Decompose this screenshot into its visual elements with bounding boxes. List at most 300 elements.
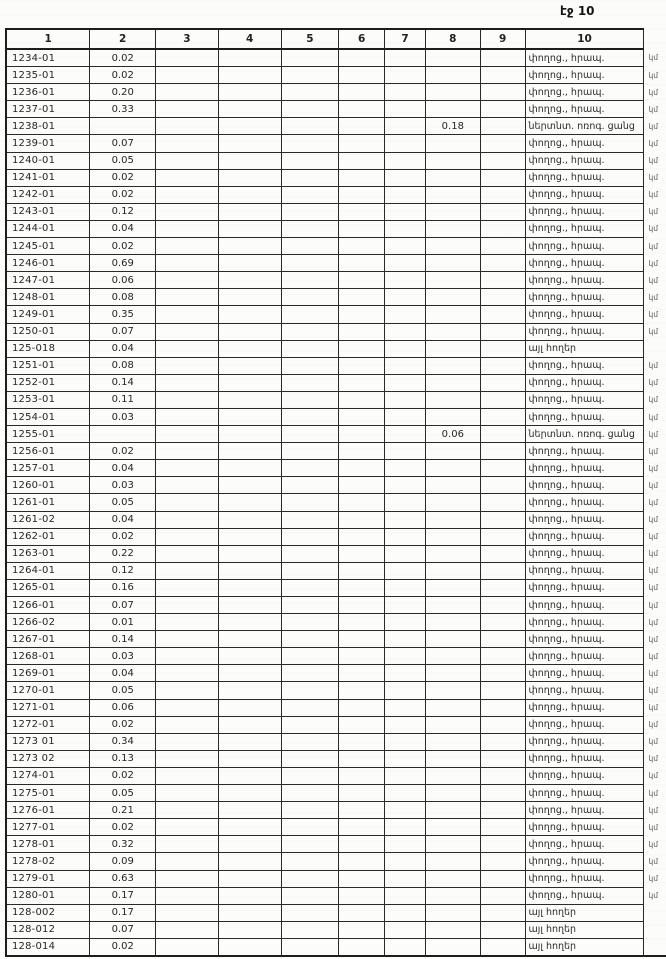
- value-cell-col8: [425, 887, 480, 904]
- land-use-cell: փողոց., հրապ.: [525, 579, 644, 596]
- empty-cell: [281, 374, 339, 391]
- value-cell: 0.16: [90, 579, 156, 596]
- value-cell-col8: [425, 682, 480, 699]
- empty-cell: [339, 135, 385, 152]
- empty-cell: [156, 699, 219, 716]
- empty-cell: [156, 186, 219, 203]
- empty-cell: [385, 49, 426, 67]
- unit-margin-note: կմ: [648, 139, 658, 149]
- table-row: [6, 767, 666, 784]
- unit-margin-note: կմ: [648, 651, 658, 661]
- empty-cell: [339, 220, 385, 237]
- empty-cell: [480, 648, 525, 665]
- unit-margin-note: կմ: [648, 549, 658, 559]
- empty-cell: [156, 921, 219, 938]
- table-row: [6, 49, 666, 67]
- land-use-cell: փողոց., հրապ.: [525, 169, 644, 186]
- row-id-cell: 1278-02: [6, 853, 90, 870]
- table-row: [6, 545, 666, 562]
- empty-cell: [385, 289, 426, 306]
- row-id-cell: 128-014: [6, 938, 90, 956]
- row-id-cell: 1261-02: [6, 511, 90, 528]
- unit-margin-note: կմ: [648, 87, 658, 97]
- table-row: [6, 494, 666, 511]
- table-row: [6, 323, 666, 340]
- empty-cell: [339, 528, 385, 545]
- land-use-cell: փողոց., հրապ.: [525, 716, 644, 733]
- column-header-7: 7: [385, 29, 426, 49]
- empty-cell: [281, 819, 339, 836]
- value-cell: 0.17: [90, 887, 156, 904]
- land-use-cell: փողոց., հրապ.: [525, 186, 644, 203]
- empty-cell: [480, 528, 525, 545]
- empty-cell: [480, 306, 525, 323]
- table-row: [6, 289, 666, 306]
- land-use-cell: փողոց., հրապ.: [525, 785, 644, 802]
- empty-cell: [156, 443, 219, 460]
- table-row: [6, 921, 666, 938]
- value-cell: 0.04: [90, 665, 156, 682]
- empty-cell: [480, 238, 525, 255]
- row-id-cell: 1237-01: [6, 101, 90, 118]
- empty-cell: [156, 426, 219, 443]
- empty-cell: [218, 494, 281, 511]
- empty-cell: [480, 887, 525, 904]
- value-cell: 0.13: [90, 750, 156, 767]
- empty-cell: [218, 340, 281, 357]
- value-cell: 0.02: [90, 169, 156, 186]
- empty-cell: [339, 511, 385, 528]
- empty-cell: [218, 938, 281, 956]
- empty-cell: [156, 870, 219, 887]
- empty-cell: [156, 340, 219, 357]
- unit-margin-note: կմ: [648, 463, 658, 473]
- value-cell: [90, 118, 156, 135]
- land-use-cell: ներտնտ. ոռոգ. ցանց: [525, 118, 644, 135]
- table-row: [6, 460, 666, 477]
- empty-cell: [480, 118, 525, 135]
- empty-cell: [218, 887, 281, 904]
- empty-cell: [385, 443, 426, 460]
- empty-cell: [281, 785, 339, 802]
- empty-cell: [281, 67, 339, 84]
- unit-margin-note: կմ: [648, 378, 658, 388]
- empty-cell: [281, 494, 339, 511]
- empty-cell: [385, 631, 426, 648]
- land-use-cell: փողոց., հրապ.: [525, 220, 644, 237]
- empty-cell: [156, 665, 219, 682]
- empty-cell: [156, 238, 219, 255]
- land-use-cell: այլ հողեր: [525, 340, 644, 357]
- land-use-cell: փողոց., հրապ.: [525, 836, 644, 853]
- value-cell: 0.02: [90, 186, 156, 203]
- row-id-cell: 1278-01: [6, 836, 90, 853]
- table-row: [6, 733, 666, 750]
- value-cell: 0.03: [90, 648, 156, 665]
- value-cell-col8: 0.18: [425, 118, 480, 135]
- table-row: [6, 408, 666, 425]
- land-use-cell: այլ հողեր: [525, 904, 644, 921]
- value-cell-col8: [425, 477, 480, 494]
- empty-cell: [480, 186, 525, 203]
- land-use-cell: փողոց., հրապ.: [525, 699, 644, 716]
- empty-cell: [339, 67, 385, 84]
- value-cell: 0.02: [90, 528, 156, 545]
- unit-margin-note: կմ: [648, 104, 658, 114]
- unit-margin-note: կմ: [648, 737, 658, 747]
- unit-margin-note: կմ: [648, 805, 658, 815]
- row-id-cell: 1263-01: [6, 545, 90, 562]
- empty-cell: [480, 169, 525, 186]
- table-row: [6, 648, 666, 665]
- value-cell: 0.05: [90, 494, 156, 511]
- empty-cell: [480, 460, 525, 477]
- row-id-cell: 1262-01: [6, 528, 90, 545]
- land-use-cell: փողոց., հրապ.: [525, 562, 644, 579]
- value-cell-col8: [425, 579, 480, 596]
- empty-cell: [339, 152, 385, 169]
- row-id-cell: 1249-01: [6, 306, 90, 323]
- empty-cell: [385, 460, 426, 477]
- empty-cell: [480, 408, 525, 425]
- value-cell-col8: [425, 272, 480, 289]
- value-cell: 0.07: [90, 135, 156, 152]
- empty-cell: [281, 357, 339, 374]
- empty-cell: [385, 152, 426, 169]
- value-cell-col8: [425, 169, 480, 186]
- value-cell-col8: [425, 374, 480, 391]
- empty-cell: [281, 306, 339, 323]
- empty-cell: [385, 614, 426, 631]
- value-cell-col8: [425, 443, 480, 460]
- empty-cell: [385, 169, 426, 186]
- empty-cell: [480, 84, 525, 101]
- empty-cell: [385, 733, 426, 750]
- table-row: [6, 887, 666, 904]
- value-cell: 0.06: [90, 699, 156, 716]
- value-cell: 0.33: [90, 101, 156, 118]
- land-use-cell: փողոց., հրապ.: [525, 631, 644, 648]
- empty-cell: [339, 272, 385, 289]
- land-use-cell: փողոց., հրապ.: [525, 477, 644, 494]
- land-use-cell: փողոց., հրապ.: [525, 323, 644, 340]
- empty-cell: [156, 853, 219, 870]
- empty-cell: [480, 579, 525, 596]
- empty-cell: [339, 118, 385, 135]
- empty-cell: [385, 648, 426, 665]
- empty-cell: [218, 750, 281, 767]
- empty-cell: [385, 84, 426, 101]
- unit-margin-note: կմ: [648, 566, 658, 576]
- empty-cell: [339, 870, 385, 887]
- empty-cell: [218, 357, 281, 374]
- value-cell-col8: [425, 614, 480, 631]
- value-cell: 0.05: [90, 785, 156, 802]
- empty-cell: [281, 169, 339, 186]
- value-cell: 0.07: [90, 921, 156, 938]
- empty-cell: [339, 699, 385, 716]
- empty-cell: [281, 750, 339, 767]
- value-cell: 0.09: [90, 853, 156, 870]
- page-number-label: էջ 10: [560, 4, 595, 18]
- value-cell-col8: [425, 921, 480, 938]
- empty-cell: [339, 597, 385, 614]
- empty-cell: [218, 648, 281, 665]
- unit-margin-note: կմ: [648, 207, 658, 217]
- value-cell-col8: [425, 802, 480, 819]
- empty-cell: [218, 631, 281, 648]
- value-cell-col8: [425, 238, 480, 255]
- row-id-cell: 1246-01: [6, 255, 90, 272]
- value-cell: 0.17: [90, 904, 156, 921]
- empty-cell: [385, 426, 426, 443]
- value-cell-col8: [425, 699, 480, 716]
- empty-cell: [385, 408, 426, 425]
- value-cell-col8: [425, 562, 480, 579]
- land-use-cell: փողոց., հրապ.: [525, 443, 644, 460]
- value-cell-col8: [425, 733, 480, 750]
- empty-cell: [218, 562, 281, 579]
- value-cell: 0.12: [90, 203, 156, 220]
- table-row: [6, 904, 666, 921]
- empty-cell: [281, 460, 339, 477]
- land-use-cell: փողոց., հրապ.: [525, 255, 644, 272]
- value-cell: 0.04: [90, 511, 156, 528]
- land-use-cell: փողոց., հրապ.: [525, 802, 644, 819]
- empty-cell: [480, 802, 525, 819]
- table-row: [6, 631, 666, 648]
- table-row: [6, 169, 666, 186]
- land-use-cell: փողոց., հրապ.: [525, 135, 644, 152]
- row-id-cell: 1235-01: [6, 67, 90, 84]
- empty-cell: [339, 255, 385, 272]
- empty-cell: [385, 699, 426, 716]
- value-cell: 0.05: [90, 682, 156, 699]
- value-cell-col8: [425, 460, 480, 477]
- land-use-cell: փողոց., հրապ.: [525, 870, 644, 887]
- empty-cell: [281, 340, 339, 357]
- unit-margin-note: կմ: [648, 173, 658, 183]
- empty-cell: [385, 750, 426, 767]
- empty-cell: [218, 477, 281, 494]
- unit-margin-note: կմ: [648, 309, 658, 319]
- empty-cell: [480, 101, 525, 118]
- empty-cell: [385, 494, 426, 511]
- empty-cell: [156, 597, 219, 614]
- row-id-cell: 1251-01: [6, 357, 90, 374]
- empty-cell: [281, 545, 339, 562]
- empty-cell: [339, 323, 385, 340]
- value-cell: 0.05: [90, 152, 156, 169]
- empty-cell: [480, 750, 525, 767]
- empty-cell: [156, 169, 219, 186]
- table-row: [6, 750, 666, 767]
- empty-cell: [281, 904, 339, 921]
- empty-cell: [385, 562, 426, 579]
- empty-cell: [218, 255, 281, 272]
- table-row: [6, 511, 666, 528]
- empty-cell: [156, 716, 219, 733]
- row-id-cell: 1261-01: [6, 494, 90, 511]
- empty-cell: [385, 579, 426, 596]
- empty-cell: [156, 562, 219, 579]
- empty-cell: [218, 118, 281, 135]
- empty-cell: [339, 289, 385, 306]
- unit-margin-note: [644, 904, 666, 921]
- empty-cell: [339, 186, 385, 203]
- empty-cell: [218, 152, 281, 169]
- empty-cell: [480, 340, 525, 357]
- row-id-cell: 128-012: [6, 921, 90, 938]
- land-use-cell: փողոց., հրապ.: [525, 101, 644, 118]
- land-use-cell: փողոց., հրապ.: [525, 67, 644, 84]
- unit-margin-note: կմ: [648, 874, 658, 884]
- value-cell-col8: [425, 306, 480, 323]
- empty-cell: [339, 785, 385, 802]
- value-cell: 0.22: [90, 545, 156, 562]
- empty-cell: [156, 391, 219, 408]
- value-cell-col8: [425, 545, 480, 562]
- unit-margin-note: կմ: [648, 412, 658, 422]
- empty-cell: [281, 152, 339, 169]
- unit-margin-note: կմ: [648, 839, 658, 849]
- empty-cell: [281, 648, 339, 665]
- value-cell-col8: [425, 819, 480, 836]
- value-cell: 0.08: [90, 357, 156, 374]
- value-cell-col8: [425, 767, 480, 784]
- empty-cell: [218, 289, 281, 306]
- table-row: [6, 306, 666, 323]
- empty-cell: [480, 323, 525, 340]
- land-use-cell: փողոց., հրապ.: [525, 152, 644, 169]
- empty-cell: [480, 511, 525, 528]
- value-cell: 0.03: [90, 477, 156, 494]
- empty-cell: [339, 408, 385, 425]
- value-cell: 0.02: [90, 938, 156, 956]
- land-use-cell: այլ հողեր: [525, 921, 644, 938]
- row-id-cell: 1273 01: [6, 733, 90, 750]
- empty-cell: [339, 477, 385, 494]
- row-id-cell: 1252-01: [6, 374, 90, 391]
- row-id-cell: 125-018: [6, 340, 90, 357]
- empty-cell: [480, 426, 525, 443]
- value-cell: 0.03: [90, 408, 156, 425]
- table-row: [6, 340, 666, 357]
- land-use-cell: փողոց., հրապ.: [525, 357, 644, 374]
- empty-cell: [156, 819, 219, 836]
- empty-cell: [281, 477, 339, 494]
- unit-margin-note: կմ: [648, 634, 658, 644]
- empty-cell: [218, 545, 281, 562]
- row-id-cell: 1269-01: [6, 665, 90, 682]
- empty-cell: [385, 135, 426, 152]
- empty-cell: [339, 853, 385, 870]
- empty-cell: [218, 699, 281, 716]
- empty-cell: [218, 391, 281, 408]
- empty-cell: [385, 870, 426, 887]
- land-use-cell: փողոց., հրապ.: [525, 767, 644, 784]
- value-cell: 0.02: [90, 767, 156, 784]
- column-header-1: 1: [6, 29, 90, 49]
- empty-cell: [156, 357, 219, 374]
- empty-cell: [385, 597, 426, 614]
- empty-cell: [339, 665, 385, 682]
- margin-spacer: [644, 29, 666, 49]
- table-row: [6, 579, 666, 596]
- value-cell: [90, 426, 156, 443]
- empty-cell: [339, 887, 385, 904]
- value-cell: 0.02: [90, 443, 156, 460]
- value-cell: 0.14: [90, 631, 156, 648]
- empty-cell: [480, 255, 525, 272]
- table-row: [6, 597, 666, 614]
- value-cell-col8: [425, 904, 480, 921]
- empty-cell: [281, 716, 339, 733]
- unit-margin-note: կմ: [648, 771, 658, 781]
- empty-cell: [385, 391, 426, 408]
- empty-cell: [218, 169, 281, 186]
- land-use-cell: ներտնտ. ոռոգ. ցանց: [525, 426, 644, 443]
- empty-cell: [339, 169, 385, 186]
- table-row: [6, 391, 666, 408]
- table-row: [6, 255, 666, 272]
- empty-cell: [339, 819, 385, 836]
- unit-margin-note: կմ: [648, 703, 658, 713]
- value-cell-col8: [425, 357, 480, 374]
- unit-margin-note: կմ: [648, 190, 658, 200]
- land-use-cell: փողոց., հրապ.: [525, 460, 644, 477]
- row-id-cell: 1266-02: [6, 614, 90, 631]
- empty-cell: [385, 477, 426, 494]
- value-cell: 0.35: [90, 306, 156, 323]
- empty-cell: [281, 579, 339, 596]
- row-id-cell: 1248-01: [6, 289, 90, 306]
- empty-cell: [339, 203, 385, 220]
- value-cell-col8: [425, 528, 480, 545]
- empty-cell: [480, 716, 525, 733]
- row-id-cell: 1256-01: [6, 443, 90, 460]
- unit-margin-note: կմ: [648, 121, 658, 131]
- table-row: [6, 853, 666, 870]
- empty-cell: [281, 426, 339, 443]
- row-id-cell: 1239-01: [6, 135, 90, 152]
- row-id-cell: 1276-01: [6, 802, 90, 819]
- table-row: [6, 152, 666, 169]
- value-cell-col8: [425, 597, 480, 614]
- empty-cell: [339, 716, 385, 733]
- value-cell-col8: [425, 938, 480, 956]
- row-id-cell: 1245-01: [6, 238, 90, 255]
- empty-cell: [480, 631, 525, 648]
- empty-cell: [385, 203, 426, 220]
- empty-cell: [385, 323, 426, 340]
- empty-cell: [281, 220, 339, 237]
- empty-cell: [281, 289, 339, 306]
- unit-margin-note: կմ: [648, 788, 658, 798]
- value-cell: 0.04: [90, 220, 156, 237]
- empty-cell: [385, 374, 426, 391]
- empty-cell: [385, 272, 426, 289]
- empty-cell: [385, 802, 426, 819]
- data-table: [5, 28, 666, 957]
- row-id-cell: 1268-01: [6, 648, 90, 665]
- unit-margin-note: կմ: [648, 686, 658, 696]
- row-id-cell: 1267-01: [6, 631, 90, 648]
- row-id-cell: 1243-01: [6, 203, 90, 220]
- row-id-cell: 1234-01: [6, 49, 90, 67]
- empty-cell: [385, 938, 426, 956]
- unit-margin-note: կմ: [648, 822, 658, 832]
